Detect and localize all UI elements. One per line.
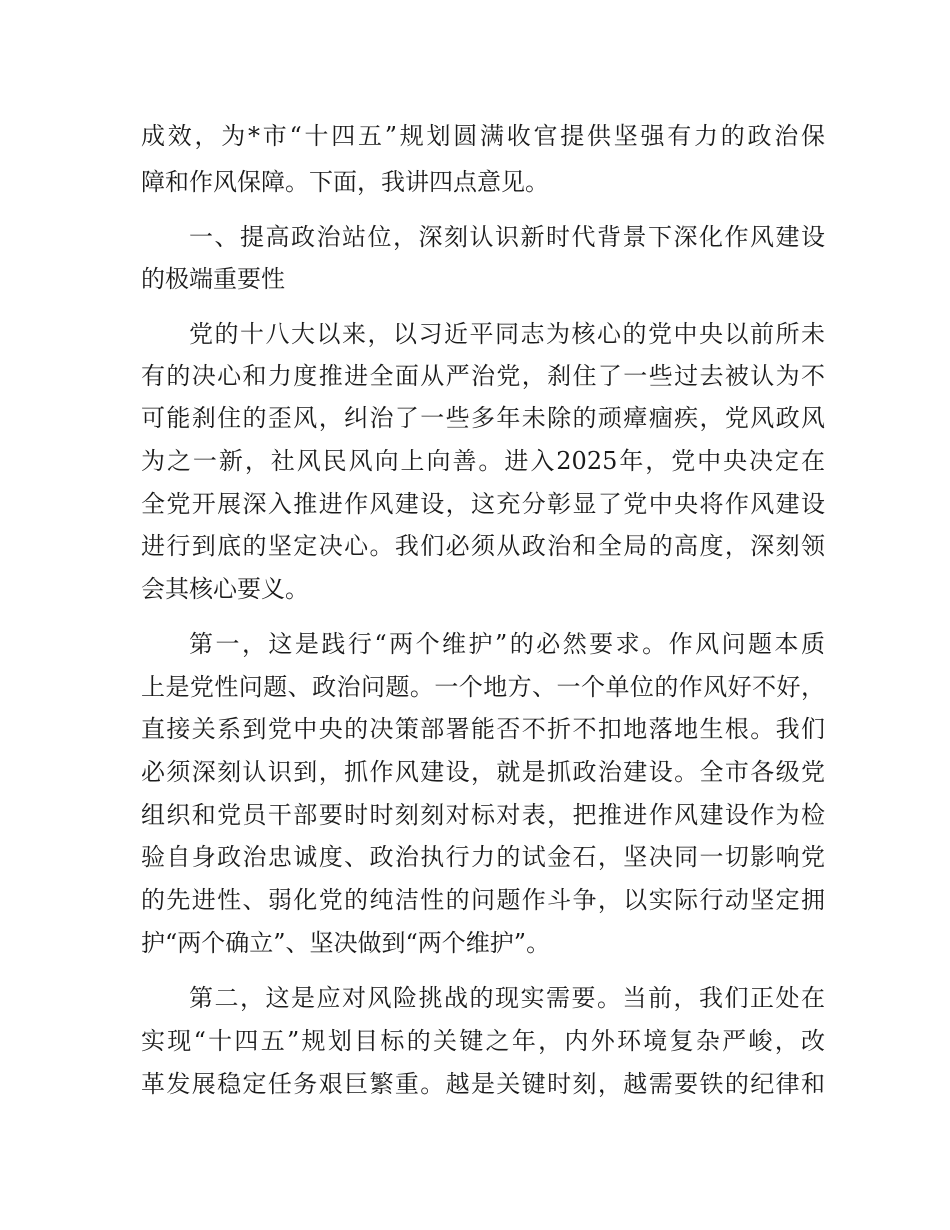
text-line: 验自身政治忠诚度、政治执行力的试金石，坚决同一切影响党 bbox=[141, 843, 825, 871]
text-line: 有的决心和力度推进全面从严治党，刹住了一些过去被认为不 bbox=[141, 362, 825, 390]
text-line: 党的十八大以来，以习近平同志为核心的党中央以前所未 bbox=[189, 320, 825, 348]
section-heading-line: 的极端重要性 bbox=[141, 265, 285, 293]
text-line: 直接关系到党中央的决策部署能否不折不扣地落地生根。我们 bbox=[141, 715, 825, 743]
text-line: 第二，这是应对风险挑战的现实需要。当前，我们正处在 bbox=[189, 984, 825, 1012]
text-line: 全党开展深入推进作风建设，这充分彰显了党中央将作风建设 bbox=[141, 490, 825, 518]
text-line: 必须深刻认识到，抓作风建设，就是抓政治建设。全市各级党 bbox=[141, 758, 825, 786]
text-line: 的先进性、弱化党的纯洁性的问题作斗争，以实际行动坚定拥 bbox=[141, 886, 825, 914]
text-line: 组织和党员干部要时时刻刻对标对表，把推进作风建设作为检 bbox=[141, 801, 825, 829]
text-line: 实现“十四五”规划目标的关键之年，内外环境复杂严峻，改 bbox=[141, 1027, 825, 1055]
text-line: 上是党性问题、政治问题。一个地方、一个单位的作风好不好， bbox=[141, 673, 825, 701]
section-heading-line: 一、提高政治站位，深刻认识新时代背景下深化作风建设 bbox=[189, 223, 825, 251]
text-line: 革发展稳定任务艰巨繁重。越是关键时刻，越需要铁的纪律和 bbox=[141, 1070, 825, 1098]
text-line: 第一，这是践行“两个维护”的必然要求。作风问题本质 bbox=[189, 630, 825, 658]
text-line: 成效，为*市“十四五”规划圆满收官提供坚强有力的政治保 bbox=[141, 122, 825, 150]
text-line: 可能刹住的歪风，纠治了一些多年未除的顽瘴痼疾，党风政风 bbox=[141, 404, 825, 432]
text-line: 护“两个确立”、坚决做到“两个维护”。 bbox=[141, 929, 551, 957]
text-line: 障和作风保障。下面，我讲四点意见。 bbox=[141, 168, 549, 196]
text-line: 会其核心要义。 bbox=[141, 575, 309, 603]
text-line: 为之一新，社风民风向上向善。进入2025年，党中央决定在 bbox=[141, 447, 825, 475]
text-line: 进行到底的坚定决心。我们必须从政治和全局的高度，深刻领 bbox=[141, 532, 825, 560]
